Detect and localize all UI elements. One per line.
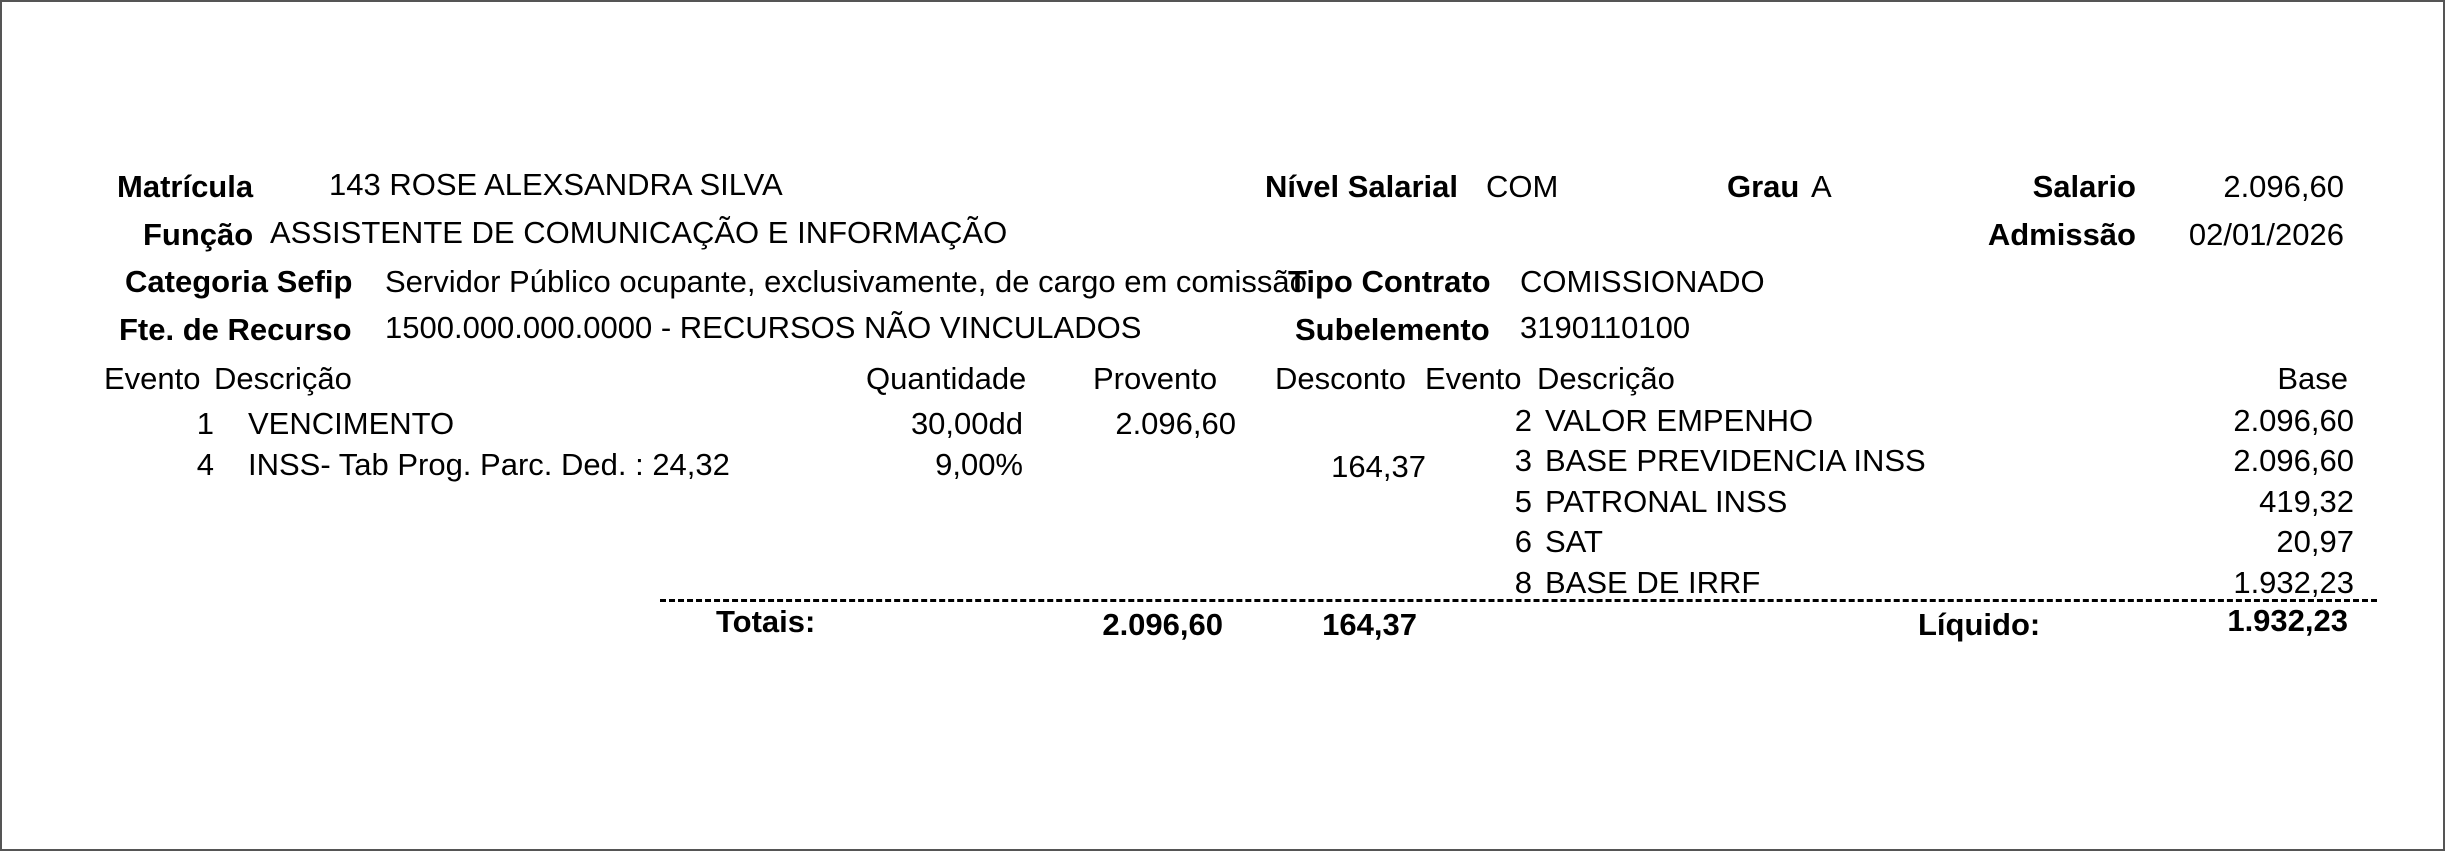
base-code: 5 bbox=[1514, 484, 1532, 519]
fonte-recurso-value: 1500.000.000.0000 - RECURSOS NÃO VINCULADOS bbox=[385, 310, 1142, 345]
base-value: 2.096,60 bbox=[2233, 403, 2354, 438]
base-code: 8 bbox=[1514, 565, 1532, 600]
totals-provento: 2.096,60 bbox=[1102, 607, 1223, 642]
fonte-recurso-label: Fte. de Recurso bbox=[119, 312, 352, 347]
matricula-value: 143 ROSE ALEXSANDRA SILVA bbox=[329, 167, 783, 202]
salario-label: Salario bbox=[2032, 169, 2136, 204]
subelemento-label: Subelemento bbox=[1295, 312, 1490, 347]
base-description: PATRONAL INSS bbox=[1545, 484, 1788, 519]
base-description: SAT bbox=[1545, 524, 1603, 559]
base-code: 2 bbox=[1514, 403, 1532, 438]
col-descricao-left: Descrição bbox=[214, 361, 352, 396]
base-description: BASE PREVIDENCIA INSS bbox=[1545, 443, 1926, 478]
event-desconto: 164,37 bbox=[1331, 449, 1426, 484]
base-code: 6 bbox=[1514, 524, 1532, 559]
col-desconto: Desconto bbox=[1275, 361, 1406, 396]
admissao-value: 02/01/2026 bbox=[2188, 217, 2344, 252]
base-value: 20,97 bbox=[2276, 524, 2354, 559]
col-descricao-right: Descrição bbox=[1537, 361, 1675, 396]
totals-divider bbox=[660, 599, 2377, 602]
event-quantity: 30,00dd bbox=[910, 406, 1023, 441]
admissao-label: Admissão bbox=[1987, 217, 2136, 252]
categoria-sefip-label: Categoria Sefip bbox=[125, 264, 353, 299]
event-code: 1 bbox=[196, 406, 214, 441]
event-provento: 2.096,60 bbox=[1115, 406, 1236, 441]
event-description: VENCIMENTO bbox=[248, 406, 455, 441]
event-description: INSS- Tab Prog. Parc. Ded. : 24,32 bbox=[248, 447, 730, 482]
base-description: VALOR EMPENHO bbox=[1545, 403, 1814, 438]
nivel-salarial-value: COM bbox=[1486, 169, 1559, 204]
base-value: 2.096,60 bbox=[2233, 443, 2354, 478]
funcao-value: ASSISTENTE DE COMUNICAÇÃO E INFORMAÇÃO bbox=[270, 215, 1008, 250]
base-value: 419,32 bbox=[2259, 484, 2354, 519]
matricula-label: Matrícula bbox=[117, 169, 254, 204]
event-code: 4 bbox=[196, 447, 214, 482]
nivel-salarial-label: Nível Salarial bbox=[1265, 169, 1459, 204]
funcao-label: Função bbox=[143, 217, 254, 252]
subelemento-value: 3190110100 bbox=[1520, 310, 1691, 345]
grau-label: Grau bbox=[1727, 169, 1800, 204]
col-evento-right: Evento bbox=[1425, 361, 1522, 396]
totals-label: Totais: bbox=[716, 604, 816, 639]
liquido-label: Líquido: bbox=[1918, 607, 2041, 642]
col-base: Base bbox=[2277, 361, 2348, 396]
col-quantidade: Quantidade bbox=[866, 361, 1027, 396]
base-code: 3 bbox=[1514, 443, 1532, 478]
base-description: BASE DE IRRF bbox=[1545, 565, 1761, 600]
totals-desconto: 164,37 bbox=[1322, 607, 1417, 642]
tipo-contrato-label: Tipo Contrato bbox=[1288, 264, 1491, 299]
grau-value: A bbox=[1811, 169, 1832, 204]
base-value: 1.932,23 bbox=[2233, 565, 2354, 600]
salario-value: 2.096,60 bbox=[2223, 169, 2344, 204]
col-provento: Provento bbox=[1093, 361, 1218, 396]
categoria-sefip-value: Servidor Público ocupante, exclusivamente, de cargo em comissão bbox=[385, 264, 1307, 299]
event-quantity: 9,00% bbox=[935, 447, 1023, 482]
tipo-contrato-value: COMISSIONADO bbox=[1520, 264, 1765, 299]
col-evento-left: Evento bbox=[104, 361, 201, 396]
liquido-value: 1.932,23 bbox=[2227, 603, 2348, 638]
